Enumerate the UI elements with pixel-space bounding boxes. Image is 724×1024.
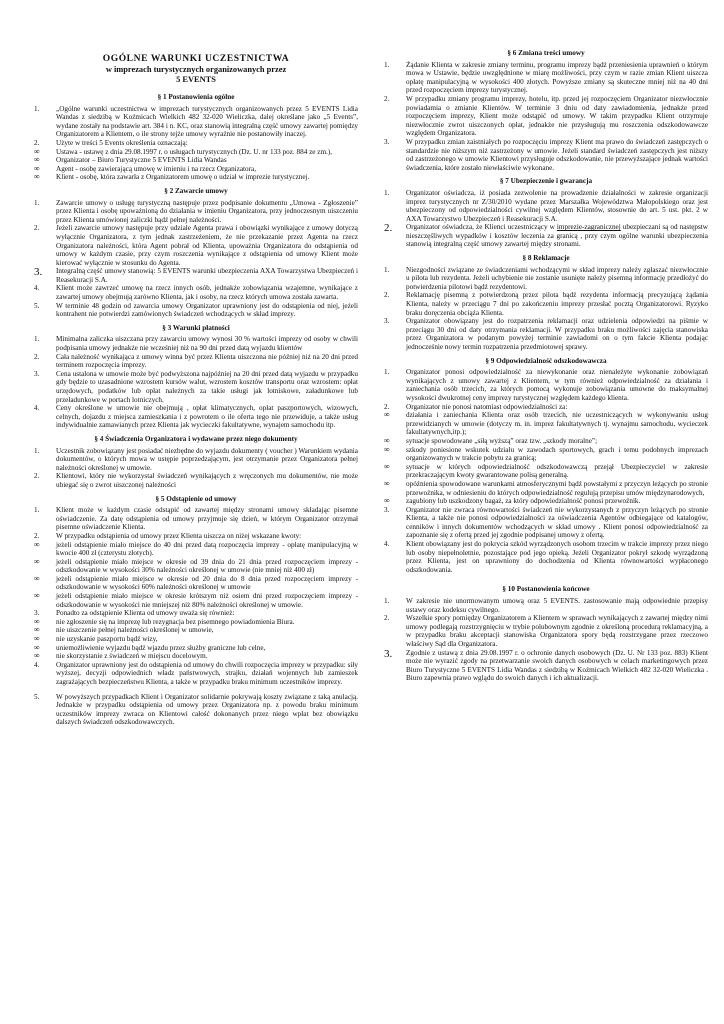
bullet-item [384, 463, 708, 480]
item-text-end: ubezpieczani są od następstw nieszczęśliwych wypadków i kosztów leczenia za granicą , przy czym ogólne warunki ubezpieczenia stanowią integralną część umowy zawartej między stronami. [406, 223, 708, 249]
list-item [384, 291, 708, 317]
item-number: 3. [384, 137, 390, 146]
list-item [384, 138, 708, 172]
item-text: W przypadku zmiany programu imprezy, hotelu, itp. przed jej rozpoczęciem Organizator niezwłocznie powiadamia o zmianie Klientów. W terminie 3 dniu od daty zawiadomienia, jednakże przed rozpoczęciem imprezy, Klient może odstąpić od umowy. W takim przypadku Klient otrzymuje niezwłocznie zwrot uiszczonych opłat, jednakże nie przysługują mu roszczenia odszkodowawcze względem Organizatora. [406, 94, 708, 138]
bullet-icon: ∞ [34, 625, 40, 635]
bullet-icon: ∞ [384, 435, 390, 445]
right-column [384, 44, 708, 683]
list-item [34, 335, 358, 352]
item-number: 4. [34, 284, 40, 293]
item-number: 5. [34, 301, 40, 310]
item-text: W powyższych przypadkach Klient i Organizator solidarnie pokrywają koszty związane z taką anulacją. Jednakże w przypadku odstąpienia od umowy przez Organizatora np. z powodu braku minimum uczestników imprezy zwraca on Klientowi całość dokonanych przez niego wpłat bez obowiązku dalszych świadczeń odszkodowawczych. [56, 692, 358, 727]
list-item [34, 353, 358, 370]
item-number: 2. [384, 291, 390, 300]
item-number: 5. [34, 692, 40, 701]
list-item [34, 105, 358, 139]
list-item [34, 284, 358, 301]
bullet-text: Klient - osobę, która zawarła z Organizatorem umowę o udział w imprezie turystycznej. [56, 173, 310, 182]
item-text [406, 223, 708, 249]
spacer [384, 574, 708, 580]
list-item [384, 506, 708, 540]
item-number: 1. [384, 368, 390, 377]
bullet-text: szkody poniesione wskutek udziału w zawodach sportowych, grach i temu podobnych imprezach organizowanych w trakcie pobytu za granicą; [406, 445, 708, 463]
section-3-heading: § 3 Warunki płatności [162, 323, 230, 332]
title-line-1: OGÓLNE WARUNKI UCZESTNICTWA [102, 54, 290, 64]
item-text-start: Organizator oświadcza, że Klienci uczestniczący w [406, 223, 557, 232]
item-text: Organizator obowiązany jest do rozpatrzenia reklamacji oraz udzielenia odpowiedzi na piśmie w przeciągu 30 dni od daty otrzymania reklamacji. W przypadku braku możliwości zajęcia stanowiska przez Organizatora w podanym powyżej terminie zawiadomi on o tym fakcie Klienta podając jednocześnie nowy termin rozpatrzenia przedmiotowej sprawy. [406, 317, 708, 351]
section-1-heading: § 1 Postanowienia ogólne [157, 93, 235, 101]
bullet-text: zagubiony lub uszkodzony bagaż, za który odpowiedzialność ponosi przewoźnik. [406, 497, 641, 506]
item-number: 1. [34, 198, 40, 207]
bullet-icon: ∞ [34, 591, 40, 601]
bullet-text: jeżeli odstąpienie miało miejsce do 40 dni przed datą rozpoczęcia imprezy - opłatę manipulacyjną w kwocie 400 zł (czterystu złotych). [56, 540, 358, 558]
list-item [34, 404, 358, 430]
item-number: 3. [384, 647, 393, 660]
item-number: 1. [34, 446, 40, 455]
list-item [34, 267, 358, 284]
item-number: 3. [34, 369, 40, 378]
item-number: 4. [34, 660, 40, 669]
bullet-text: nie zgłoszenie się na imprezę lub rezygnacja bez pisemnego powiadomienia Biura. [56, 617, 295, 626]
bullet-item [384, 480, 708, 497]
item-number: 1. [384, 60, 390, 69]
list-item [34, 199, 358, 225]
list-item [384, 189, 708, 223]
bullet-icon: ∞ [34, 539, 40, 549]
bullet-text: sytuacje w których odpowiedzialność odszkodowawczą przejął Ubezpieczyciel w zakresie przekraczającym kwoty gwarantowane polisą generalną. [406, 462, 708, 480]
bullet-item [34, 592, 358, 609]
item-text: Zawarcie umowy o usługę turystyczną następuje przez podpisanie dokumentu „Umowa - Zgłoszenie” przez Klienta i osobę upoważnioną do działania w imieniu Organizatora, przy jednoczesnym uiszczeniu przez Klienta umówionej zaliczki bądź pełnej należności. [56, 198, 358, 224]
bullet-item [384, 497, 708, 506]
bullet-item [34, 644, 358, 653]
item-text: Klientowi, który nie wykorzystał świadczeń wynikających z wręczonych mu dokumentów, nie może ubiegać się o zwrot uiszczonej należności [56, 472, 358, 489]
list-item [34, 370, 358, 404]
list-item [34, 693, 358, 727]
list-item [34, 302, 358, 319]
bullet-text: opóźnienia spowodowane warunkami atmosferycznymi bądź powstałymi z przyczyn leżących po stronie przewoźnika, w odniesieniu do których odpowiedzialność regulują przepisu umów międzynarodowych, [406, 479, 708, 497]
item-text: Użyte w treści 5 Events określenia oznaczają: [56, 138, 188, 147]
item-number: 2. [384, 94, 390, 103]
section-10-heading: § 10 Postanowienia końcowe [502, 585, 590, 594]
item-text: Cena ustalona w umowie może być podwyższona najpóźniej na 20 dni przed datą wyjazdu w przypadku gdy będzie to uzasadnione wzrostem kursów walut, wzrostem kosztów transportu oraz wzrostem: opłat urzędowych, podatków lub opłat należnych za takie usługi jak lotniskowe, załadunkowe lub przeładunkowe w portach lotniczych. [56, 369, 358, 404]
bullet-icon: ∞ [34, 556, 40, 566]
item-text: Uczestnik zobowiązany jest posiadać niezbędne do wyjazdu dokumenty ( voucher ) Warunkiem wydania dokumentów, o których mowa w ustępie poprzedzającym, jest otrzymanie przez Organizatora pełnej należności określonej w umowie. [56, 446, 358, 472]
item-text: Organizator ponosi odpowiedzialność za niewykonanie oraz nienależyte wykonanie zobowiązań wynikających z umowy zawartej z Klientem, w tym również odpowiedzialność za działania i zaniechania osób trzecich, za których pomocą wykonuje zobowiązania umowne do maksymalnej wysokości dwukrotnej ceny imprezy turystycznej względem każdego klienta. [406, 368, 708, 402]
bullet-icon: ∞ [384, 461, 390, 471]
item-text: Żądanie Klienta w zakresie zmiany terminu, programu imprezy bądź przeniesienia uprawnień o którym mowa w Ustawie, będzie uwzględnione w miarę możliwości, przy czym w razie zmian Klient uiszcza opłatę manipulacyjną w wysokości 400 złotych. Powyższe zmiany są skuteczne mniej niż na 40 dni przed rozpoczęciem imprezy turystycznej. [406, 60, 708, 95]
bullet-icon: ∞ [34, 155, 40, 165]
item-text: Cała należność wynikająca z umowy winna być przez Klienta uiszczona nie później niż na 20 dni przed terminem rozpoczęcia imprezy. [56, 352, 358, 370]
item-text: Klient może zawrzeć umowę na rzecz innych osób, jednakże zobowiązania wzajemne, wynikające z zawartej umowy obejmują zarówno Klienta, jak i osoby, na rzecz których umowa została zawarta. [56, 284, 358, 302]
bullet-item [34, 618, 358, 627]
item-text: Ceny określone w umowie nie obejmują , opłat klimatycznych, opłat paszportowych, wizowych, celnych, dojazdu z miejsca zamieszkania i z powrotem o ile oferta tego nie przewiduje, a także usług indywidualnie zamawianych przez Klienta jak wycieczki fakultatywne, wynajem samochodu itp. [56, 404, 358, 430]
item-number: 3. [34, 609, 40, 618]
bullet-icon: ∞ [384, 496, 390, 506]
item-text: Minimalna zaliczka uiszczana przy zawarciu umowy wynosi 30 % wartości imprezy od osoby w chwili podpisania umowy jednakże nie wcześniej niż na 90 dni przed datą wyjazdu klientów [56, 335, 358, 353]
item-text: „Ogólne warunki uczestnictwa w imprezach turystycznych organizowanych przez 5 EVENTS Lidia Wandas z siedzibą w Koźmicach Wielkich 482 32-020 Wieliczka, dalej określane jako „5 Events”, wydane zostały na podstawie art. 384 i n. KC, oraz stanowią integralną część umowy zawartej pomiędzy Organizatorem a Klientem, o ile strony tejże umowy wyraźnie nie postanowiły inaczej. [56, 104, 358, 139]
list-item [34, 661, 358, 687]
list-item [384, 223, 708, 249]
bullet-text: sytuacje spowodowane „siłą wyższą” oraz tzw. „szkody moralne”; [406, 436, 598, 445]
item-number: 1. [384, 188, 390, 197]
list-item [34, 472, 358, 489]
bullet-icon: ∞ [34, 573, 40, 583]
item-text: Klient może w każdym czasie odstąpić od zawartej między stronami umowy składając pisemne oświadczenie. Za datę odstąpienia od umowy przyjmuje się dzień, w którym Organizator otrzymał pisemne oświadczenie Klienta. [56, 506, 358, 532]
bullet-icon: ∞ [34, 163, 40, 173]
bullet-text: jeżeli odstąpienie miało miejsce w okresie od 20 dnia do 8 dnia przed rozpoczęciem imprezy - odszkodowanie w wysokości 60% należności określonej w umowie [56, 574, 358, 592]
bullet-item [34, 635, 358, 644]
list-item [384, 266, 708, 292]
bullet-item [34, 652, 358, 661]
list-item [34, 224, 358, 267]
list-item [34, 609, 358, 618]
bullet-icon: ∞ [34, 634, 40, 644]
left-column [34, 44, 358, 727]
bullet-icon: ∞ [34, 146, 40, 156]
bullet-item [34, 173, 358, 182]
item-number: 2. [34, 352, 40, 361]
item-number: 3. [384, 317, 390, 326]
bullet-text: Organizator – Biuro Turystyczne 5 EVENTS Lidia Wandas [56, 156, 227, 165]
bullet-text: nie skorzystanie z świadczeń w miejscu docelowym. [56, 652, 208, 661]
bullet-item [34, 626, 358, 635]
item-number: 1. [34, 104, 40, 113]
item-number: 4. [384, 540, 390, 549]
item-text: Organizator nie zwraca równowartości świadczeń nie wykorzystanych z przyczyn leżących po stronie Klienta, a także nie ponosi odpowiedzialności za oświadczenia Agentów odbiegające od katalogów, cenników i innych dokumentów wchodzących w skład umowy . Klient ponosi odpowiedzialność za zapoznanie się z ofertą przed jej zgodnie podpisanej umowy z ofertą. [406, 505, 708, 540]
section-5-heading: § 5 Odstąpienie od umowy [155, 494, 237, 503]
item-text: Integralną część umowy stanowią: 5 EVENTS warunki ubezpieczenia AXA Towarzystwa Ubezpieczeń i Reasekuracji S.A. [56, 267, 358, 284]
item-text: Organizator oświadcza, iż posiada zezwolenie na prowadzenie działalności w zakresie organizacji imprez turystycznych nr Z/30/2010 wydane przez Marszałka Województwa Małopolskiego oraz jest ubezpieczony od odpowiedzialności cywilnej względem Klientów, stosownie do art. 5 ust. pkt. 2 w AXA Towarzystwo Ubezpieczeń i Reasekuracji S.A. [406, 188, 708, 223]
section-7-heading: § 7 Ubezpieczenie i gwarancja [499, 177, 593, 186]
bullet-text: jeżeli odstąpienie miało miejsce w okresie od 39 dnia do 21 dnia przed rozpoczęciem imprezy - odszkodowanie w wysokości 30% należności określonej w umowie (nie mniej niż 400 zł) [56, 557, 358, 575]
document-title [34, 54, 358, 85]
section-9-heading: § 9 Odpowiedzialność odszkodowawcza [485, 356, 607, 365]
bullet-item [384, 411, 708, 437]
item-text: Organizator uprawniony jest do odstąpienia od umowy do chwili rozpoczęcia imprezy w przypadku: siły wyższej, decyzji odpowiednich władz państwowych, strajku, działań wojennych lub zamieszek zagrażających bezpieczeństwu Klienta, a także w przypadku braku minimum uczestników imprezy. [56, 660, 358, 686]
item-number: 2. [384, 222, 393, 235]
item-number: 3. [34, 266, 43, 279]
bullet-item [34, 156, 358, 165]
list-item [384, 403, 708, 412]
bullet-item [34, 541, 358, 558]
bullet-icon: ∞ [34, 651, 40, 661]
bullet-text: działania i zaniechania Klienta oraz osób trzecich, nie uczestniczących w wykonywaniu usług przewidzianych w umowie (dotyczy m. in. imprez fakultatywnych tj. wynajmu samochodu, wycieczek fakultatywnych,itp.); [406, 411, 708, 437]
list-item [384, 368, 708, 402]
list-item [384, 614, 708, 648]
list-item [34, 447, 358, 473]
item-number: 4. [34, 404, 40, 413]
bullet-item [34, 558, 358, 575]
item-text: Ponadto za odstąpienie Klienta od umowy uważa się również: [56, 609, 235, 618]
item-number: 1. [384, 597, 390, 606]
item-number: 2. [384, 402, 390, 411]
title-line-2: w imprezach turystycznych organizowanych przez [105, 65, 287, 74]
item-text: W zakresie nie unormowanym umową oraz 5 EVENTS. zastosowanie mają odpowiednie przepisy ustawy oraz kodeksu cywilnego. [406, 597, 708, 614]
bullet-text: nie uzyskanie paszportu bądź wizy, [56, 635, 158, 644]
item-text: Klient obowiązany jest do pokrycia szkód wyrządzonych osobom trzecim w trakcie imprezy przez niego lub osoby niepełnoletnie, pozostające pod jego opieką. Jeżeli Organizator pokrył szkodę wyrządzoną przez Klienta, jest on uprawniony do dochodzenia od Klienta równowartości wypłaconego odszkodowania. [406, 540, 708, 574]
bullet-icon: ∞ [384, 444, 390, 454]
item-number: 1. [34, 335, 40, 344]
item-number: 2. [34, 531, 40, 540]
item-text: Wszelkie spory pomiędzy Organizatorem a Klientem w sprawach wynikających z zawartej między nimi umowy podlegają rozstrzygnięciu w trybie polubownym zgodnie z określoną procedurą reklamacyjną, a w przypadku braku akceptacji stanowiska Organizatora spory będą rozstrzygane przez rzeczowo właściwy Sąd dla Organizatora. [406, 614, 708, 648]
list-item [384, 317, 708, 351]
item-number: 1. [34, 506, 40, 515]
bullet-icon: ∞ [34, 642, 40, 652]
list-item [384, 95, 708, 138]
bullet-item [384, 437, 708, 446]
item-text: Niezgodności związane ze świadczeniami wchodzącymi w skład imprezy należy zgłaszać niezwłocznie u pilota lub rezydenta. Jeżeli uchybienie nie zostanie usunięte należy pisemną informację przedłożyć do potwierdzenia pilotowi bądź rezydentowi. [406, 265, 708, 291]
bullet-item [34, 575, 358, 592]
bullet-text: nie uiszczenie pełnej należności określonej w umowie, [56, 626, 214, 635]
section-8-heading: § 8 Reklamacje [522, 254, 570, 263]
section-4-heading: § 4 Świadczenia Organizatora i wydawane przez niego dokumenty [94, 434, 298, 443]
item-text: Reklamację pisemną z potwierdzoną przez pilota bądź rezydenta informacją precyzującą żądania Klienta, należy w przeciągu 7 dni po zakończeniu imprezy przesłać pocztą Organizatorowi. Ryzyko braku doręczenia obciąża Klienta. [406, 291, 708, 317]
bullet-text: Ustawa - ustawę z dnia 29.08.1997 r. o usługach turystycznych (Dz. U. nr 133 poz. 884 ze zm.), [56, 147, 333, 156]
item-number: 2. [34, 138, 40, 147]
item-number: 2. [34, 472, 40, 481]
item-text: W terminie 48 godzin od zawarcia umowy Organizator uprawniony jest do odstąpienia od niej, jeżeli kontrahent nie potwierdzi zamówionych świadczeń wchodzących w skład imprezy. [56, 301, 358, 319]
title-line-3: 5 EVENTS [176, 75, 216, 84]
list-item [384, 649, 708, 683]
bullet-text: jeżeli odstąpienie miało miejsce w okresie krótszym niż osiem dni przed rozpoczęciem imprezy - odszkodowanie w wysokości nie mniejszej niż 80% należności określonej w umowie. [56, 592, 358, 609]
item-text: Zgodnie z ustawą z dnia 29.08.1997 r. o ochronie danych osobowych (Dz. U. Nr 133 poz. 883) Klient może nie wyrazić zgody na przetwarzanie swoich danych osobowych w celach marketingowych przez Biuro Turystyczne 5 EVENTS Lidia Wandas z siedzibą w Koźmicach Wielkich 482 32-020 Wieliczka . Biuro zapewnia prawo wglądu do swoich danych i ich aktualizacji. [406, 648, 708, 683]
list-item [384, 61, 708, 95]
item-number: 2. [384, 614, 390, 623]
item-text: Jeżeli zawarcie umowy następuje przy udziale Agenta prawa i obowiązki wynikające z umowy dotyczą wyłącznie Organizatora, z tym jednak zastrzeżeniem, że nie przekazanie przez Agenta na rzecz Organizatora należności, która Agent pobrał od Klienta, upoważnia Organizatora do odstąpienia od umowy w każdym czasie, przy czym roszczenia wynikające z odstąpienia od umowy Klient może kierować wyłącznie w stosunku do Agenta. [56, 224, 358, 267]
bullet-icon: ∞ [34, 172, 40, 182]
item-text: Organizator nie ponosi natomiast odpowiedzialności za: [406, 402, 568, 411]
bullet-item [34, 165, 358, 174]
list-item [34, 532, 358, 541]
underlined-term: imprezie-zagranicznej [556, 223, 621, 232]
section-2-heading: § 2 Zawarcie umowy [164, 186, 228, 195]
list-item [34, 139, 358, 148]
bullet-item [384, 446, 708, 463]
section-6-heading: § 6 Zmiana treści umowy [507, 49, 585, 57]
bullet-icon: ∞ [384, 478, 390, 488]
bullet-icon: ∞ [384, 410, 390, 420]
bullet-text: uniemożliwienie wyjazdu bądź wjazdu przez służby graniczne lub celne, [56, 643, 266, 652]
list-item [384, 540, 708, 574]
bullet-icon: ∞ [34, 616, 40, 626]
item-number: 2. [34, 224, 40, 233]
list-item [34, 506, 358, 532]
bullet-text: Agent - osobę zawierającą umowę w imieniu i na rzecz Organizatora, [56, 164, 257, 173]
list-item [384, 597, 708, 614]
item-number: 3. [384, 505, 390, 514]
item-number: 1. [384, 265, 390, 274]
bullet-item [34, 148, 358, 157]
item-text: W przypadku odstąpienia od umowy przez Klienta uiszcza on niżej wskazane kwoty: [56, 531, 302, 540]
item-text: W przypadku zmian zaistniałych po rozpoczęciu imprezy Klient ma prawo do świadczeń zastępczych o standardzie nie niższym niż zastrzeżony w umowie. Jeżeli standard świadczeń zastępczych jest niższy od zastrzeżonego w umowie Klientowi przysługuje odszkodowanie, nie przewyższające jednak wartości świadczenia, które zostało niewłaściwie wykonane. [406, 137, 708, 172]
